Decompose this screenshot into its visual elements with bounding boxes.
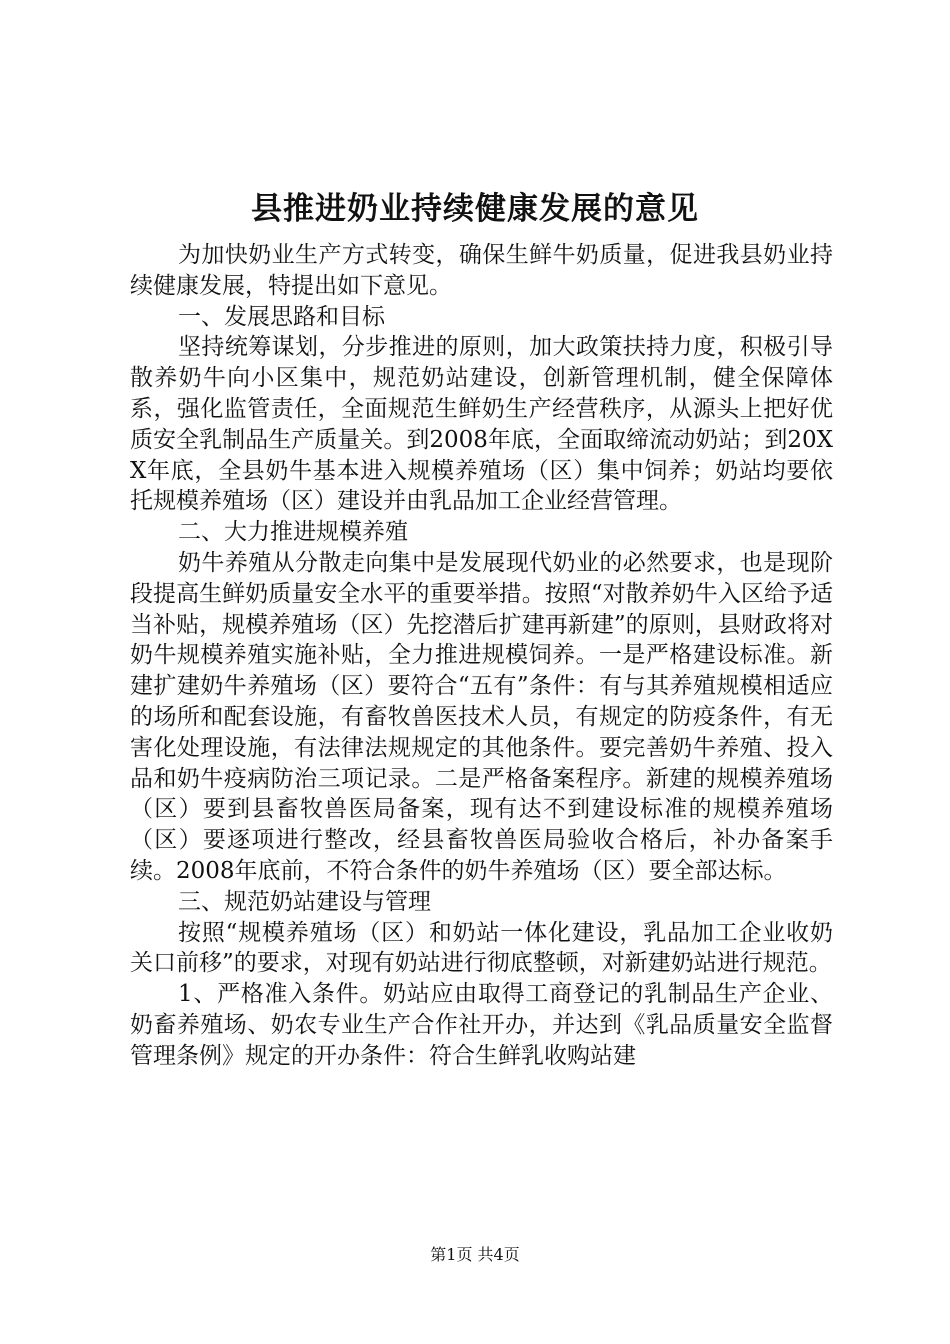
document-body (130, 240, 833, 1072)
page-footer: 第1页 共4页 (430, 1245, 520, 1264)
heading-section-1: 一、发展思路和目标 (178, 303, 385, 330)
document-title: 县推进奶业持续健康发展的意见 (251, 191, 699, 227)
heading-section-2: 二、大力推进规模养殖 (178, 519, 408, 546)
paragraph-section-1: 坚持统筹谋划，分步推进的原则，加大政策扶持力度，积极引导散养奶牛向小区集中，规范奶站建设，创新管理机制，健全保障体系，强化监管责任，全面规范生鲜奶生产经营秩序，从源头上把好优质安全乳制品生产质量关。到2008年底，全面取缔流动奶站；到20XX年底，全县奶牛基本进入规模养殖场（区）集中饲养；奶站均要依托规模养殖场（区）建设并由乳品加工企业经营管理。 (130, 334, 833, 515)
paragraph-section-2: 奶牛养殖从分散走向集中是发展现代奶业的必然要求，也是现阶段提高生鲜奶质量安全水平的重要举措。按照“对散养奶牛入区给予适当补贴，规模养殖场（区）先挖潜后扩建再新建”的原则，县财政将对奶牛规模养殖实施补贴，全力推进规模饲养。一是严格建设标准。新建扩建奶牛养殖场（区）要符合“五有”条件：有与其养殖规模相适应的场所和配套设施，有畜牧兽医技术人员，有规定的防疫条件，有无害化处理设施，有法律法规规定的其他条件。要完善奶牛养殖、投入品和奶牛疫病防治三项记录。二是严格备案程序。新建的规模养殖场（区）要到县畜牧兽医局备案，现有达不到建设标准的规模养殖场（区）要逐项进行整改，经县畜牧兽医局验收合格后，补办备案手续。2008年底前，不符合条件的奶牛养殖场（区）要全部达标。 (130, 549, 833, 884)
paragraph-section-3-item-1: 1、严格准入条件。奶站应由取得工商登记的乳制品生产企业、奶畜养殖场、奶农专业生产合作社开办，并达到《乳品质量安全监督管理条例》规定的开办条件：符合生鲜乳收购站建 (130, 981, 833, 1069)
paragraph-intro: 为加快奶业生产方式转变，确保生鲜牛奶质量，促进我县奶业持续健康发展，特提出如下意见。 (130, 242, 833, 299)
paragraph-section-3: 按照“规模养殖场（区）和奶站一体化建设，乳品加工企业收奶关口前移”的要求，对现有奶站进行彻底整顿，对新建奶站进行规范。 (130, 919, 833, 977)
heading-section-3: 三、规范奶站建设与管理 (178, 888, 431, 915)
